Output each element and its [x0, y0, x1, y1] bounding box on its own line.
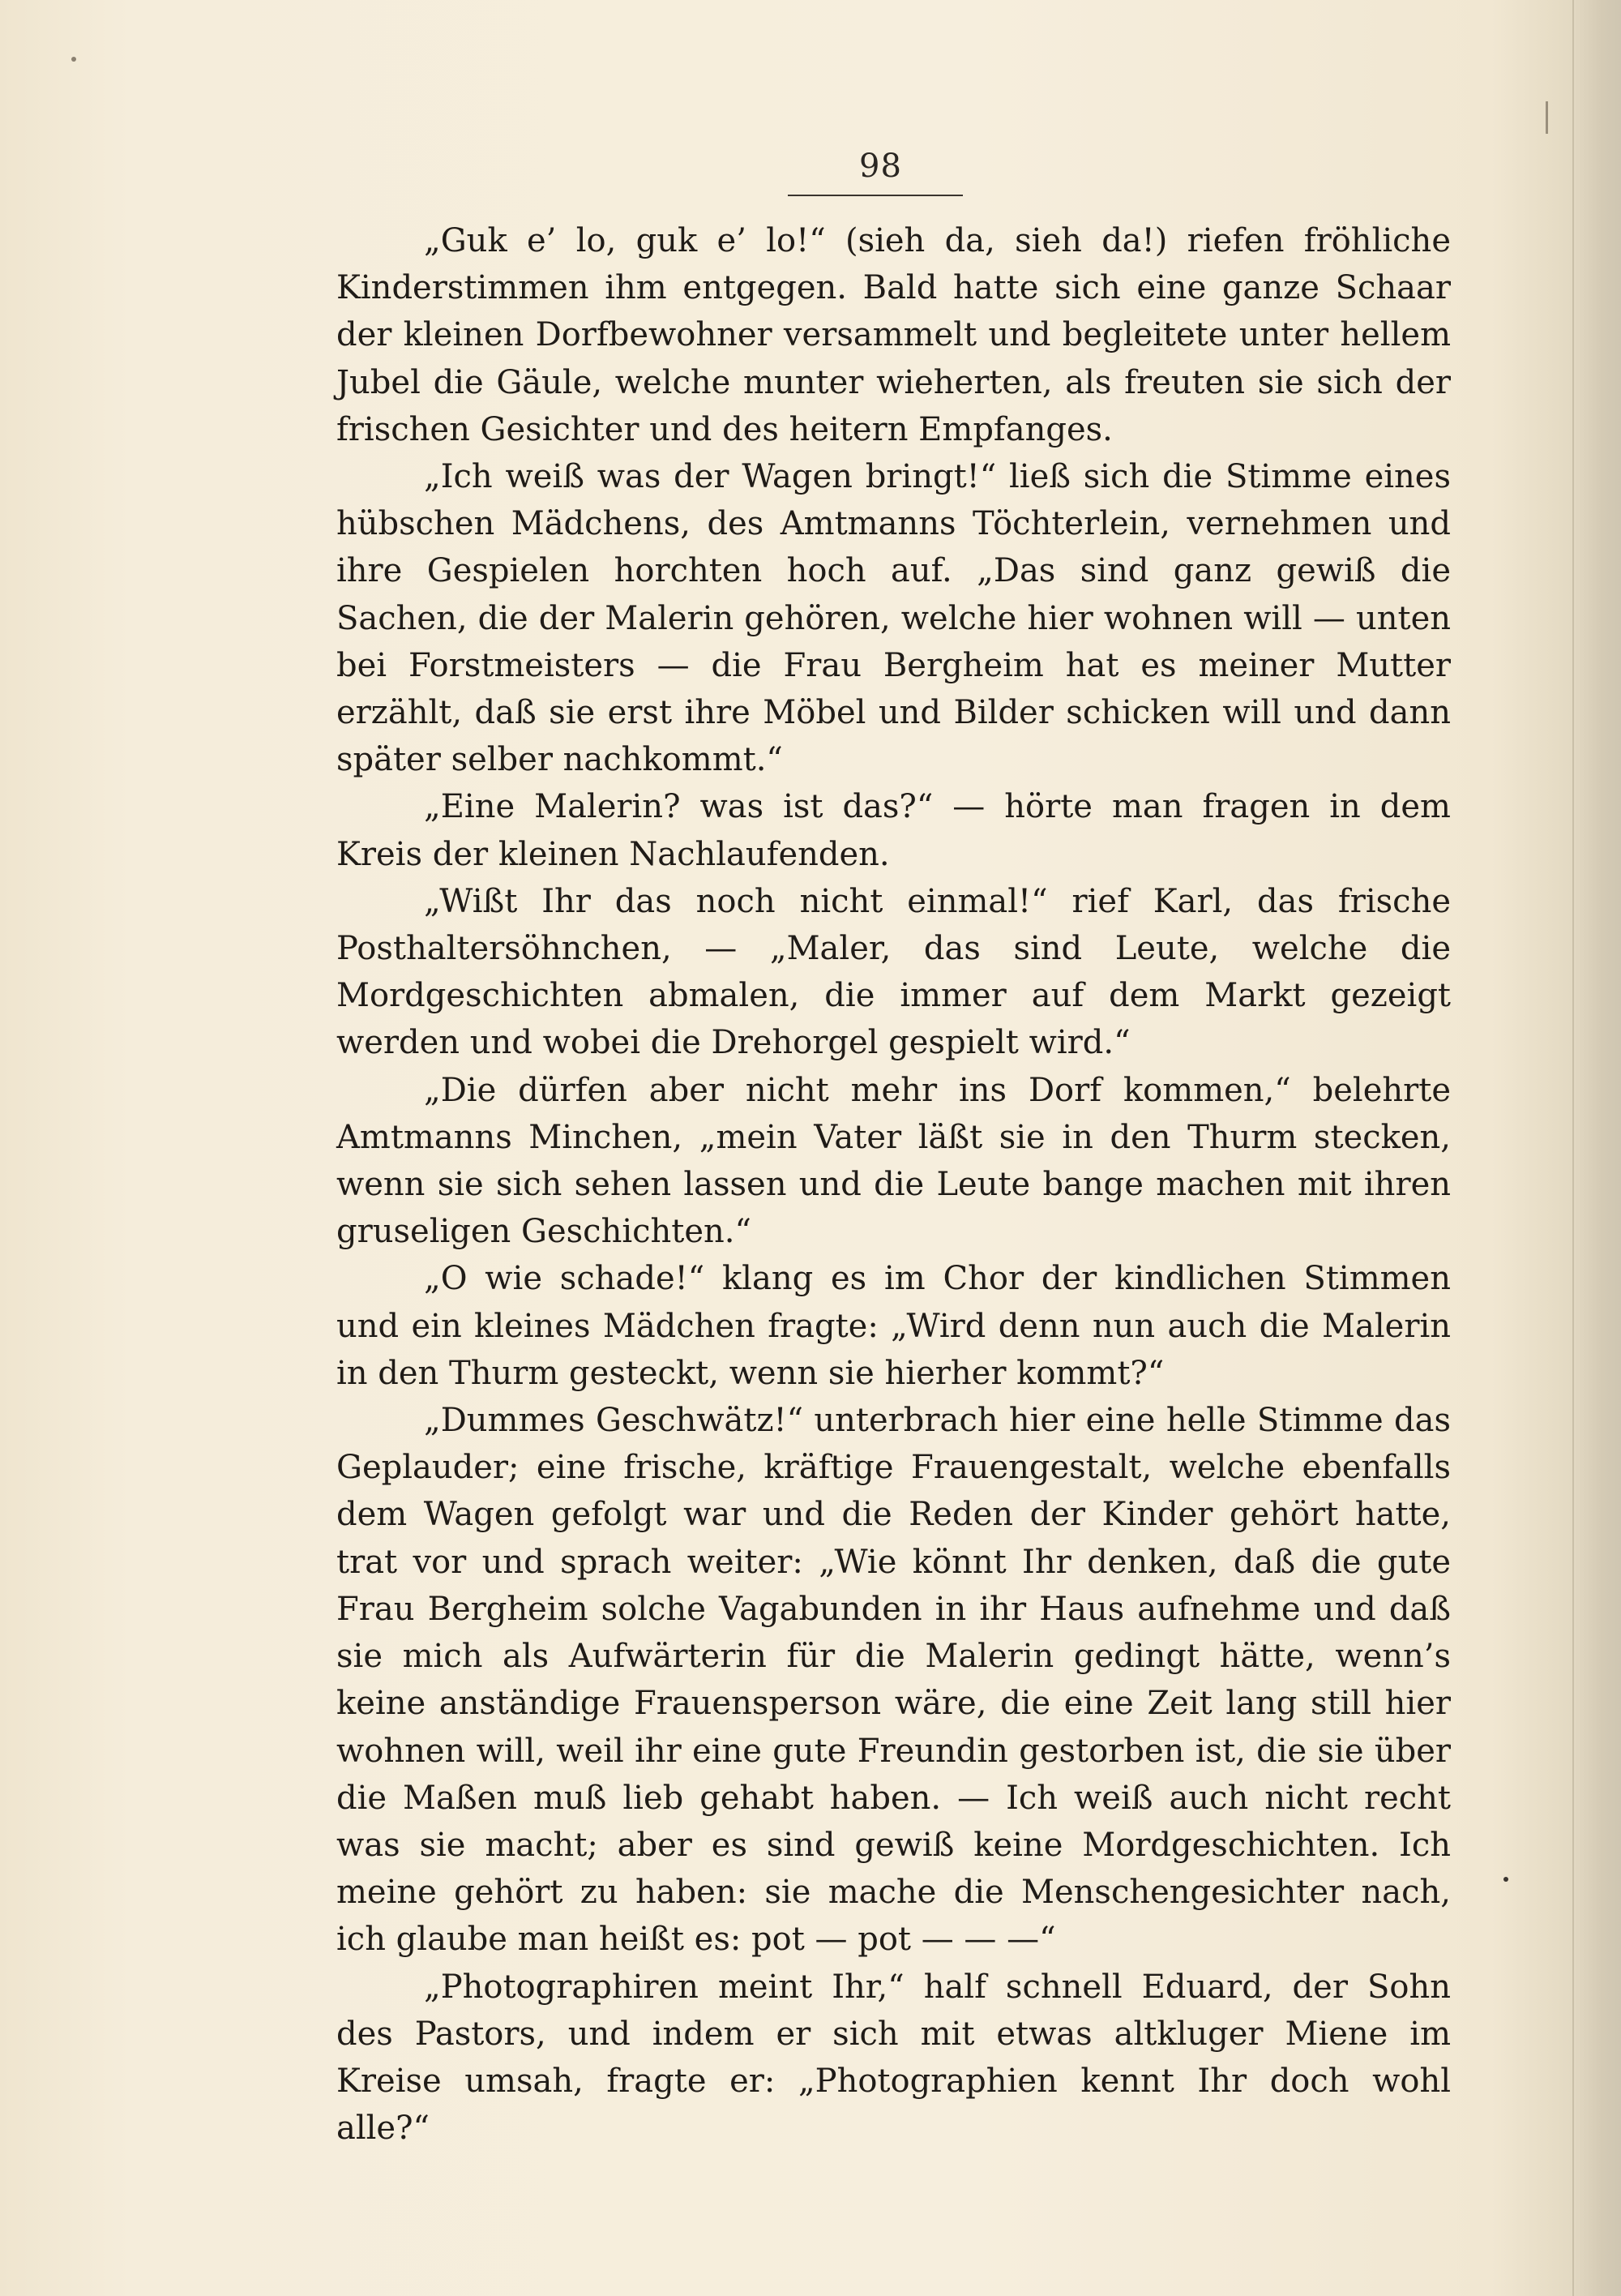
- paragraph: „Dummes Geschwätz!“ unterbrach hier eine helle Stimme das Geplauder; eine frische, kräftige Frauengestalt, welche ebenfalls dem Wagen gefolgt war und die Reden der Kinder gehört hatte, trat vor und sprach weiter: „Wie könnt Ihr denken, daß die gute Frau Bergheim solche Vagabunden in ihr Haus aufnehme und daß sie mich als Aufwärterin für die Malerin gedingt hätte, wenn’s keine anständige Frauensperson wäre, die eine Zeit lang still hier wohnen will, weil ihr eine gute Freundin gestorben ist, die sie über die Maßen muß lieb gehabt haben. — Ich weiß auch nicht recht was sie macht; aber es sind gewiß keine Mordgeschichten. Ich meine gehört zu haben: sie mache die Menschengesichter nach, ich glaube man heißt es: pot — pot — — —“: [336, 1402, 1451, 1959]
- paragraph: „Eine Malerin? was ist das?“ — hörte man fragen in dem Kreis der kleinen Nachlaufenden.: [336, 788, 1451, 873]
- paragraph: „Guk e’ lo, guk e’ lo!“ (sieh da, sieh da!) riefen fröhliche Kinderstimmen ihm entgegen. Bald hatte sich eine ganze Schaar der kleinen Dorfbewohner versammelt und begleitete unter hellem Jubel die Gäule, welche munter wieherten, als freuten sie sich der frischen Gesichter und des heitern Empfanges.: [336, 222, 1451, 448]
- margin-speck: [1503, 1877, 1508, 1882]
- paragraph: „Wißt Ihr das noch nicht einmal!“ rief Karl, das frische Posthaltersöhnchen, — „Maler, das sind Leute, welche die Mordgeschichten abmalen, die immer auf dem Markt gezeigt werden und wobei die Drehorgel gespielt wird.“: [336, 882, 1451, 1062]
- paragraph: „Die dürfen aber nicht mehr ins Dorf kommen,“ belehrte Amtmanns Minchen, „mein Vater läßt sie in den Thurm stecken, wenn sie sich sehen lassen und die Leute bange machen mit ihren gruseligen Geschichten.“: [336, 1071, 1451, 1251]
- header-rule: [788, 195, 963, 196]
- page-number: 98: [859, 148, 902, 185]
- paragraph: „Photographiren meint Ihr,“ half schnell Eduard, der Sohn des Pastors, und indem er sich mit etwas altkluger Miene im Kreise umsah, fragte er: „Photographien kennt Ihr doch wohl alle?“: [336, 1968, 1451, 2148]
- paragraph: „Ich weiß was der Wagen bringt!“ ließ sich die Stimme eines hübschen Mädchens, des Amtmanns Töchterlein, vernehmen und ihre Gespielen horchten hoch auf. „Das sind ganz gewiß die Sachen, die der Malerin gehören, welche hier wohnen will — unten bei Forstmeisters — die Frau Bergheim hat es meiner Mutter erzählt, daß sie erst ihre Möbel und Bilder schicken will und dann später selber nachkommt.“: [336, 458, 1451, 779]
- paragraph: „O wie schade!“ klang es im Chor der kindlichen Stimmen und ein kleines Mädchen fragte: „Wird denn nun auch die Malerin in den Thurm gesteckt, wenn sie hierher kommt?“: [336, 1260, 1451, 1392]
- body-text: [336, 217, 1451, 2152]
- margin-mark: [1546, 101, 1548, 134]
- margin-speck: [71, 57, 76, 62]
- page-edge-shadow: [1572, 0, 1621, 2296]
